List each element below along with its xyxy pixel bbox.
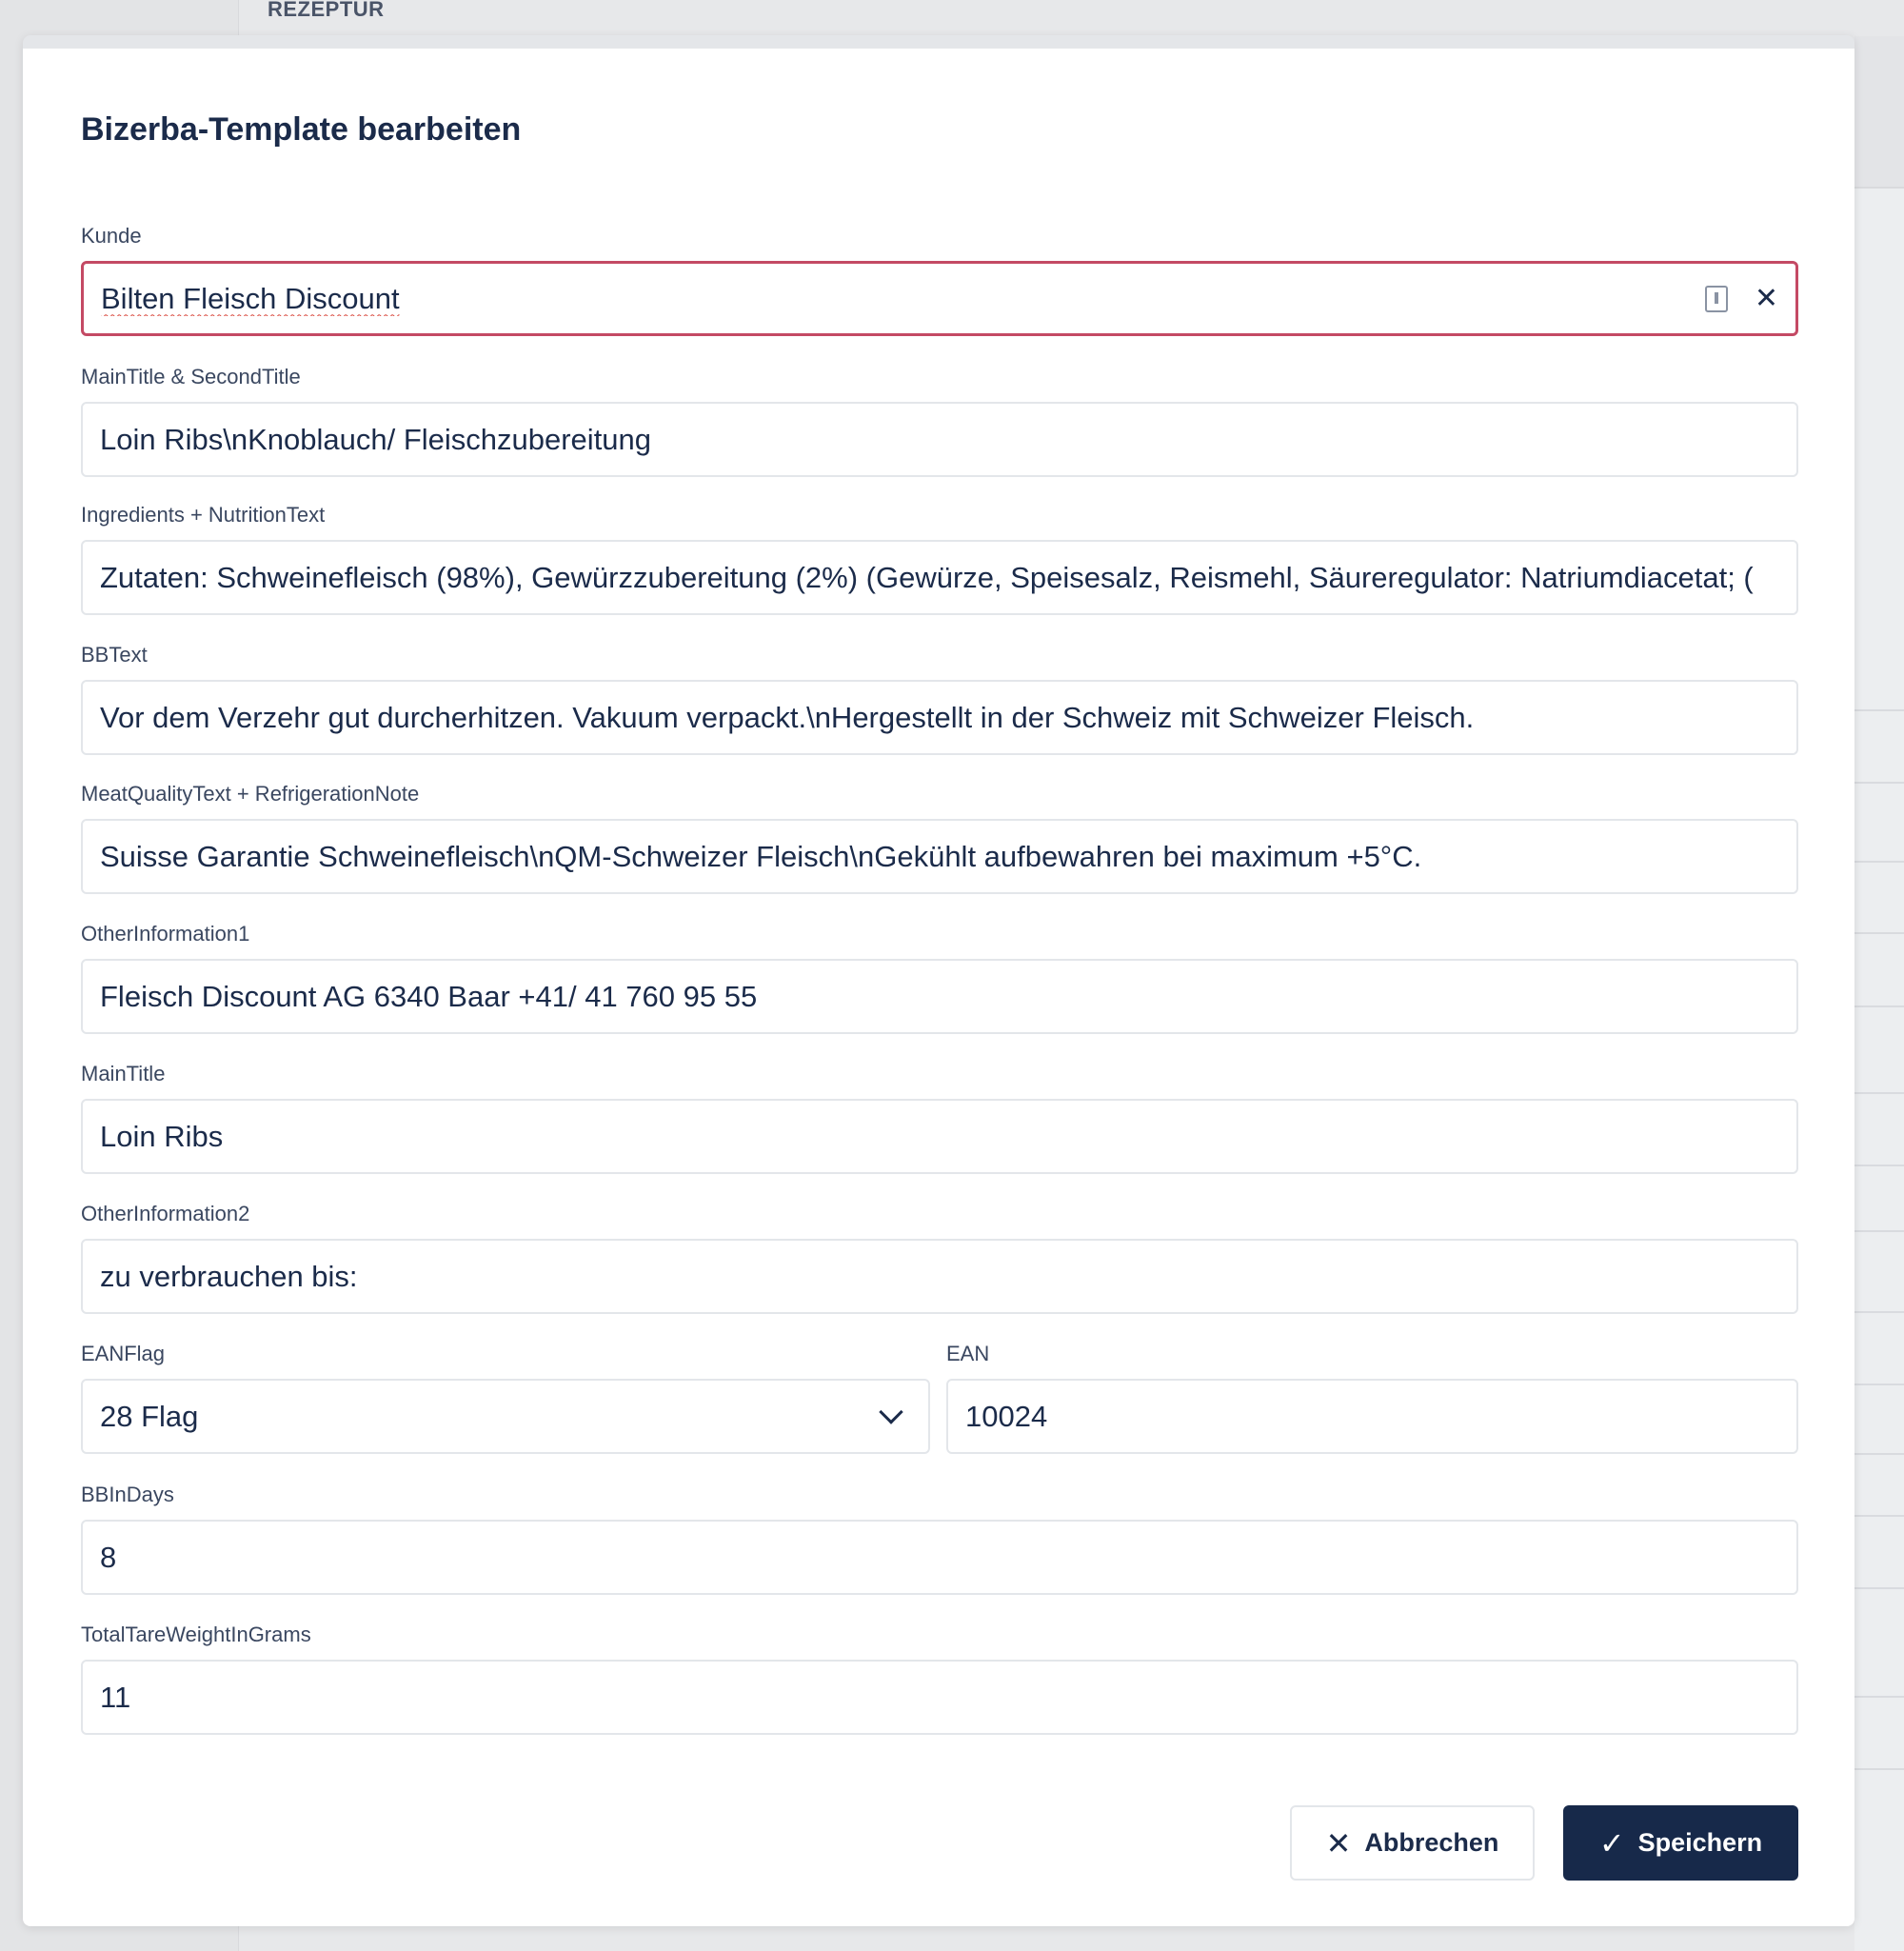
chevron-down-icon — [879, 1400, 902, 1423]
ean-label: EAN — [946, 1342, 990, 1365]
main-second-title-input[interactable]: Loin Ribs\nKnoblauch/ Fleischzubereitung — [81, 402, 1798, 477]
main-title-label: MainTitle — [81, 1062, 166, 1085]
cancel-button-label: Abbrechen — [1364, 1828, 1499, 1857]
bb-in-days-input[interactable]: 8 — [81, 1520, 1798, 1595]
kunde-value: Bilten Fleisch Discount — [101, 281, 400, 315]
save-button-label: Speichern — [1637, 1828, 1763, 1857]
edit-template-dialog — [23, 35, 1854, 1926]
bb-in-days-label: BBInDays — [81, 1483, 174, 1506]
other-info-1-input[interactable]: Fleisch Discount AG 6340 Baar +41/ 41 760 95 55 — [81, 959, 1798, 1034]
ingredients-input[interactable]: Zutaten: Schweinefleisch (98%), Gewürzzubereitung (2%) (Gewürze, Speisesalz, Reismehl, Säureregulator: Natriumdiacetat; ( — [81, 540, 1798, 615]
check-icon: ✓ — [1598, 1825, 1625, 1861]
background-content — [1854, 36, 1904, 1951]
ean-flag-select[interactable]: 28 Flag — [81, 1379, 930, 1454]
background-section-label: REZEPTUR — [268, 0, 385, 21]
other-info-1-label: OtherInformation1 — [81, 922, 250, 946]
bbtext-label: BBText — [81, 643, 148, 667]
clipboard-icon[interactable] — [1705, 286, 1728, 312]
kunde-autocomplete[interactable] — [81, 261, 1798, 336]
cancel-button[interactable] — [1290, 1805, 1535, 1881]
save-button[interactable] — [1563, 1805, 1798, 1881]
tare-weight-label: TotalTareWeightInGrams — [81, 1623, 311, 1646]
ean-input[interactable]: 10024 — [946, 1379, 1798, 1454]
ean-flag-label: EANFlag — [81, 1342, 166, 1365]
other-info-2-label: OtherInformation2 — [81, 1202, 250, 1225]
meat-quality-input[interactable]: Suisse Garantie Schweinefleisch\nQM-Schweizer Fleisch\nGekühlt aufbewahren bei maximum +5°C. — [81, 819, 1798, 894]
tare-weight-input[interactable]: 11 — [81, 1660, 1798, 1735]
meat-quality-label: MeatQualityText + RefrigerationNote — [81, 782, 420, 806]
main-second-title-label: MainTitle & SecondTitle — [81, 365, 301, 388]
bbtext-input[interactable]: Vor dem Verzehr gut durcherhitzen. Vakuum verpackt.\nHergestellt in der Schweiz mit Schweizer Fleisch. — [81, 680, 1798, 755]
dialog-title: Bizerba-Template bearbeiten — [81, 111, 522, 148]
close-icon: ✕ — [1325, 1825, 1352, 1861]
clear-icon[interactable]: ✕ — [1754, 282, 1778, 314]
ingredients-label: Ingredients + NutritionText — [81, 503, 326, 527]
kunde-label: Kunde — [81, 224, 142, 248]
main-title-input[interactable]: Loin Ribs — [81, 1099, 1798, 1174]
other-info-2-input[interactable]: zu verbrauchen bis: — [81, 1239, 1798, 1314]
